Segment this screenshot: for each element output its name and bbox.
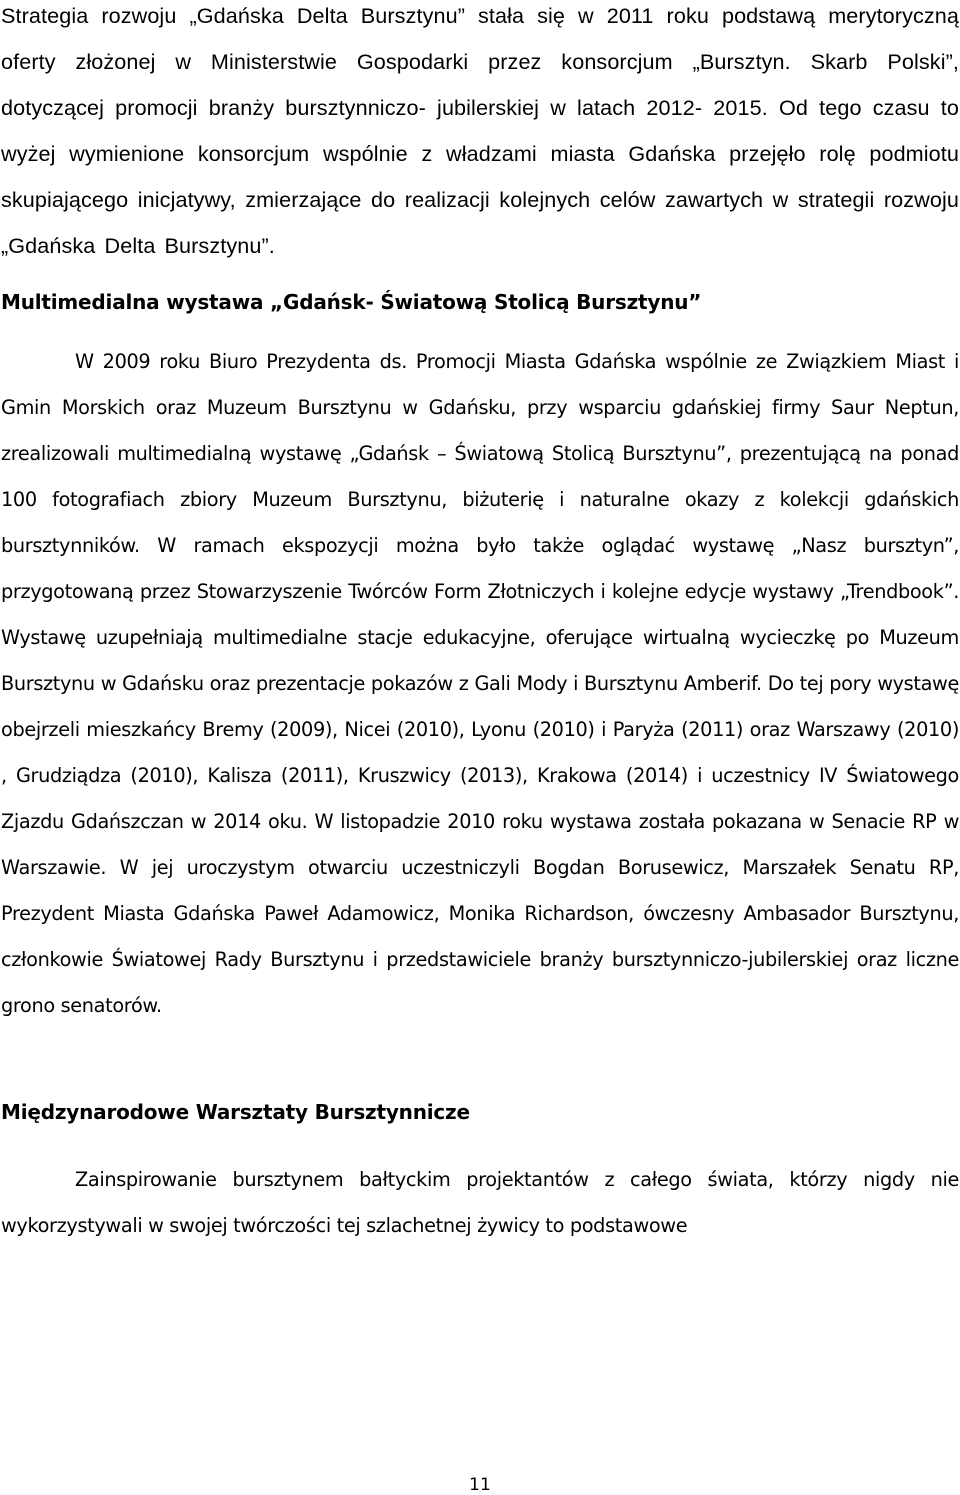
paragraph-workshops: Zainspirowanie bursztynem bałtyckim projektantów z całego świata, którzy nigdy nie wykorzystywali w swojej twórczości tej szlachetnej żywicy to podstawowe: [1, 1168, 959, 1237]
paragraph-intro: Strategia rozwoju „Gdańska Delta Bursztynu” stała się w 2011 roku podstawą merytoryczną oferty złożonej w Ministerstwie Gospodarki przez konsorcjum „Bursztyn. Skarb Polski”, dotyczącej promocji branży bursztynniczo- jubilerskiej w latach 2012- 2015. Od tego czasu to wyżej wymienione konsorcjum wspólnie z władzami miasta Gdańska przejęło rolę podmiotu skupiającego inicjatywy, zmierzające do realizacji kolejnych celów zawartych w strategii rozwoju „Gdańska Delta Bursztynu”.: [1, 3, 959, 258]
page-number: 11: [469, 1475, 491, 1495]
heading-workshops: Międzynarodowe Warsztaty Bursztynnicze: [1, 1100, 470, 1124]
heading-exhibition: Multimedialna wystawa „Gdańsk- Światową Stolicą Bursztynu”: [1, 290, 702, 314]
paragraph-exhibition: W 2009 roku Biuro Prezydenta ds. Promocji Miasta Gdańska wspólnie ze Związkiem Miast i Gmin Morskich oraz Muzeum Bursztynu w Gdańsku, przy wsparciu gdańskiej firmy Saur Neptun, zrealizowali multimedialną wystawę „Gdańsk – Światową Stolicą Bursztynu”, prezentującą na ponad 100 fotografiach zbiory Muzeum Bursztynu, biżuterię i naturalne okazy z kolekcji gdańskich bursztynników. W ramach ekspozycji można było także oglądać wystawę „Nasz bursztyn”, przygotowaną przez Stowarzyszenie Twórców Form Złotniczych i kolejne edycje wystawy „Trendbook”. Wystawę uzupełniają multimedialne stacje edukacyjne, oferujące wirtualną wycieczkę po Muzeum Bursztynu w Gdańsku oraz prezentacje pokazów z Gali Mody i Bursztynu Amberif. Do tej pory wystawę obejrzeli mieszkańcy Bremy (2009), Nicei (2010), Lyonu (2010) i Paryża (2011) oraz Warszawy (2010) , Grudziądza (2010), Kalisza (2011), Kruszwicy (2013), Krakowa (2014) i uczestnicy IV Światowego Zjazdu Gdańszczan w 2014 oku. W listopadzie 2010 roku wystawa została pokazana w Senacie RP w Warszawie. W jej uroczystym otwarciu uczestniczyli Bogdan Borusewicz, Marszałek Senatu RP, Prezydent Miasta Gdańska Paweł Adamowicz, Monika Richardson, ówczesny Ambasador Bursztynu, członkowie Światowej Rady Bursztynu i przedstawiciele branży bursztynniczo-jubilerskiej oraz liczne grono senatorów.: [1, 350, 959, 1017]
